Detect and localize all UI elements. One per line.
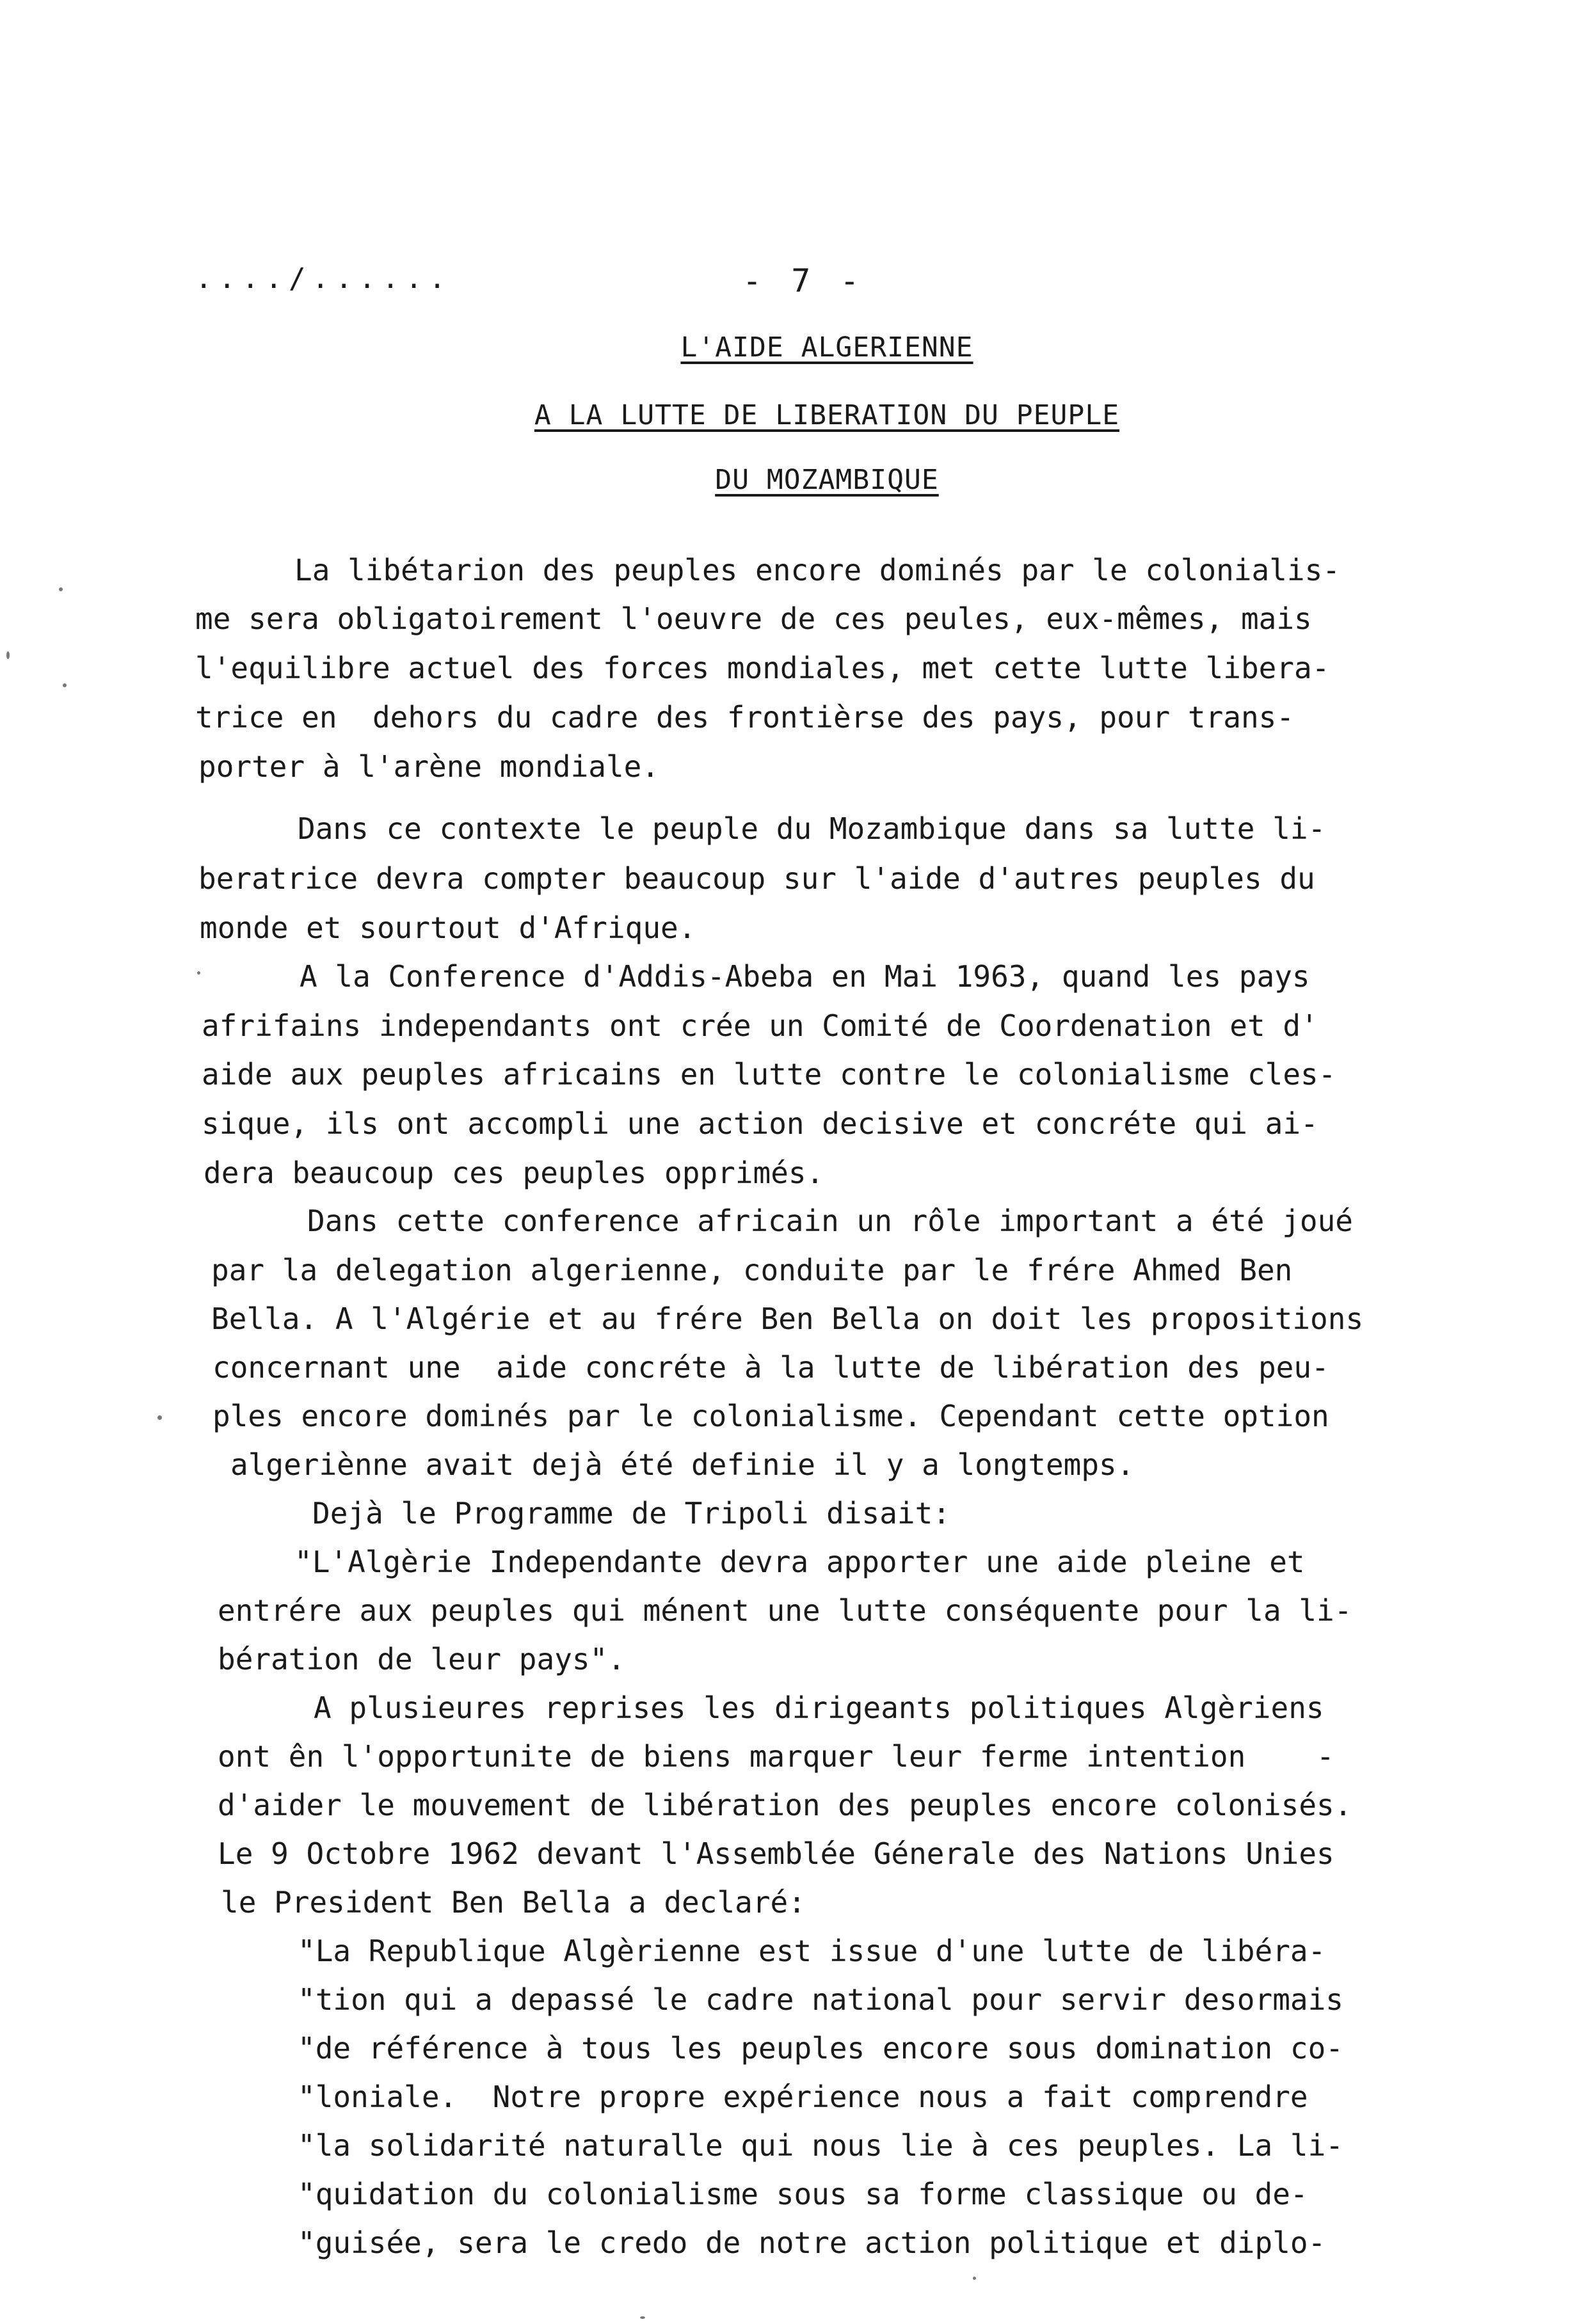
text-line: l'equilibre actuel des forces mondiales, met cette lutte libera- — [195, 651, 1330, 685]
title-line-1: L'AIDE ALGERIENNE — [680, 331, 973, 363]
text-line: par la delegation algerienne, conduite par le frére Ahmed Ben — [211, 1253, 1293, 1287]
text-line: le President Ben Bella a declaré: — [221, 1885, 806, 1920]
text-line: Dans cette conference africain un rôle important a été joué — [307, 1204, 1353, 1238]
text-line: afrifains independants ont crée un Comité de Coordenation et d' — [202, 1008, 1318, 1043]
text-line: bération de leur pays". — [218, 1642, 625, 1676]
text-line: trice en dehors du cadre des frontièrse des pays, pour trans- — [195, 700, 1295, 735]
text-line: porter à l'arène mondiale. — [198, 749, 660, 784]
text-line: concernant une aide concréte à la lutte de libération des peu- — [212, 1350, 1329, 1385]
text-line: Le 9 Octobre 1962 devant l'Assemblée Génerale des Nations Unies — [218, 1836, 1334, 1871]
text-line: monde et sourtout d'Afrique. — [200, 911, 696, 945]
scan-speck — [640, 2316, 645, 2319]
scan-speck — [6, 651, 10, 659]
text-line: "tion qui a depassé le cadre national pour servir desormais — [298, 1982, 1343, 2017]
text-line: Bella. A l'Algérie et au frére Ben Bella on doit les propositions — [211, 1301, 1364, 1336]
text-line: aide aux peuples africains en lutte contre le colonialisme cles- — [202, 1057, 1336, 1092]
text-line: Dejà le Programme de Tripoli disait: — [312, 1496, 950, 1531]
text-line: sique, ils ont accompli une action decisive et concréte qui ai- — [202, 1106, 1318, 1141]
title-line-2: A LA LUTTE DE LIBERATION DU PEUPLE — [534, 399, 1120, 431]
scan-speck — [63, 683, 67, 687]
text-line: algeriènne avait dejà été definie il y a longtemps. — [230, 1447, 1135, 1482]
scan-speck — [973, 2277, 976, 2280]
text-line: "la solidarité naturalle qui nous lie à ces peuples. La li- — [298, 2128, 1343, 2163]
text-line: Dans ce contexte le peuple du Mozambique dans sa lutte li- — [298, 811, 1326, 846]
text-line: entrére aux peuples qui ménent une lutte conséquente pour la li- — [218, 1593, 1352, 1628]
text-line: d'aider le mouvement de libération des peuples encore colonisés. — [218, 1788, 1352, 1822]
text-line: dera beaucoup ces peuples opprimés. — [204, 1156, 824, 1190]
scan-speck — [197, 971, 200, 975]
text-line: La libétarion des peuples encore dominés par le colonialis- — [294, 553, 1340, 587]
text-line: A la Conference d'Addis-Abeba en Mai 1963, quand les pays — [300, 959, 1310, 994]
text-line: beratrice devra compter beaucoup sur l'aide d'autres peuples du — [198, 861, 1315, 896]
text-line: "L'Algèrie Independante devra apporter une aide pleine et — [294, 1545, 1305, 1579]
text-line: "de référence à tous les peuples encore sous domination co- — [298, 2031, 1343, 2065]
text-line: "quidation du colonialisme sous sa forme classique ou de- — [298, 2177, 1308, 2211]
text-line: me sera obligatoirement l'oeuvre de ces peules, eux-mêmes, mais — [195, 601, 1312, 636]
text-line: ples encore dominés par le colonialisme. Cependant cette option — [212, 1399, 1329, 1433]
text-line: ont ên l'opportunite de biens marquer leur ferme intention - — [218, 1739, 1334, 1774]
text-line: "La Republique Algèrienne est issue d'une lutte de libéra- — [298, 1934, 1326, 1968]
text-line: "guisée, sera le credo de notre action politique et diplo- — [298, 2225, 1326, 2260]
text-line: "loniale. Notre propre expérience nous a fait comprendre — [298, 2080, 1308, 2114]
scan-speck — [59, 587, 63, 591]
page-number: - 7 - — [742, 262, 865, 299]
reference-mark: ..../...... — [195, 262, 452, 295]
text-line: A plusieures reprises les dirigeants politiques Algèriens — [314, 1691, 1324, 1725]
scan-speck — [157, 1415, 162, 1420]
title-line-3: DU MOZAMBIQUE — [715, 464, 939, 496]
